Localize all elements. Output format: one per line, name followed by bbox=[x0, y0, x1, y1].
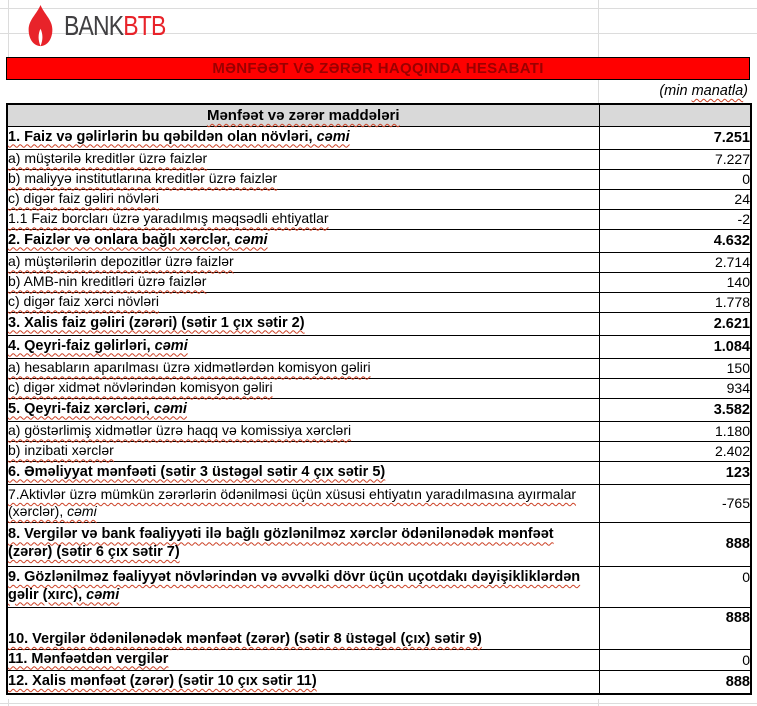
table-row bbox=[7, 229, 751, 252]
row-value-cell[interactable]: 2.402 bbox=[599, 441, 751, 461]
row-label-cell[interactable] bbox=[7, 272, 599, 292]
row-label: b) maliyyə institutlarına kreditlər üzrə faizlər bbox=[8, 170, 278, 187]
header-label-cell[interactable] bbox=[7, 104, 599, 126]
row-value-cell[interactable]: 123 bbox=[599, 461, 751, 484]
row-label: c) digər xidmət növlərindən komisyon gəliri bbox=[8, 379, 273, 396]
row-label-suffix: cəmi bbox=[234, 231, 268, 248]
table-row bbox=[7, 461, 751, 484]
row-label: c) digər faiz xərci növləri bbox=[8, 293, 159, 310]
table-row bbox=[7, 358, 751, 378]
table-body bbox=[7, 126, 751, 694]
row-label-cell[interactable] bbox=[7, 335, 599, 358]
table-row bbox=[7, 126, 751, 149]
table-row bbox=[7, 335, 751, 358]
table-row bbox=[7, 292, 751, 312]
row-label: 11. Mənfəətdən vergilər bbox=[8, 650, 169, 667]
row-label-cell[interactable] bbox=[7, 189, 599, 209]
header-label: Mənfəət və zərər maddələri bbox=[206, 106, 400, 124]
row-label: c) digər faiz gəliri növləri bbox=[8, 190, 159, 207]
gridline bbox=[0, 703, 757, 704]
row-value-cell[interactable]: 2.714 bbox=[599, 252, 751, 272]
row-value-cell[interactable]: 888 bbox=[599, 607, 751, 649]
row-label-cell[interactable] bbox=[7, 421, 599, 441]
gridline bbox=[598, 80, 599, 103]
table-row bbox=[7, 398, 751, 421]
table-header-row bbox=[7, 104, 751, 126]
row-label: 4. Qeyri-faiz gəlirləri, bbox=[8, 337, 155, 354]
row-label: 5. Qeyri-faiz xərcləri, bbox=[8, 400, 154, 417]
table-row bbox=[7, 670, 751, 694]
row-label: 2. Faizlər və onlara bağlı xərclər, bbox=[8, 231, 235, 248]
flame-icon bbox=[24, 5, 57, 47]
row-label-cell[interactable] bbox=[7, 378, 599, 398]
row-value-cell[interactable]: 7.251 bbox=[599, 126, 751, 149]
row-label: 3. Xalis faiz gəliri (zərəri) (sətir 1 çıx sətir 2) bbox=[8, 314, 305, 331]
row-label-cell[interactable] bbox=[7, 398, 599, 421]
row-value-cell[interactable]: -765 bbox=[599, 484, 751, 522]
row-label: b) AMB-nin kreditləri üzrə faizlər bbox=[8, 273, 207, 290]
report-title: MƏNFƏƏT VƏ ZƏRƏR HAQQINDA HESABATI bbox=[212, 60, 544, 77]
row-label-cell[interactable] bbox=[7, 252, 599, 272]
table-row bbox=[7, 421, 751, 441]
row-value-cell[interactable]: -2 bbox=[599, 209, 751, 229]
table-row bbox=[7, 522, 751, 566]
row-label: 8. Vergilər və bank fəaliyyəti ilə bağlı gözlənilməz xərclər ödənilənədək mənfəət (zərər) (sətir 6 çıx sətir 7) bbox=[8, 526, 554, 560]
row-label-cell[interactable] bbox=[7, 522, 599, 566]
table-row bbox=[7, 378, 751, 398]
row-value-cell[interactable]: 2.621 bbox=[599, 312, 751, 335]
row-label: 6. Əməliyyat mənfəəti (sətir 3 üstəgəl sətir 4 çıx sətir 5) bbox=[8, 463, 386, 480]
row-value-cell[interactable]: 24 bbox=[599, 189, 751, 209]
units-note-prefix: (min bbox=[659, 83, 692, 99]
table-row bbox=[7, 209, 751, 229]
table-row bbox=[7, 607, 751, 649]
logo-text bbox=[64, 10, 165, 42]
row-value-cell[interactable]: 1.180 bbox=[599, 421, 751, 441]
row-value-cell[interactable]: 0 bbox=[599, 649, 751, 670]
row-label: 1.1 Faiz borcları üzrə yaradılmış məqsədli ehtiyatlar bbox=[8, 210, 329, 227]
header-value-cell[interactable] bbox=[599, 104, 751, 126]
row-label-cell[interactable] bbox=[7, 461, 599, 484]
row-label-cell[interactable] bbox=[7, 292, 599, 312]
row-label-cell[interactable] bbox=[7, 149, 599, 169]
row-label-cell[interactable] bbox=[7, 484, 599, 522]
row-label: 12. Xalis mənfəət (zərər) (sətir 10 çıx sətir 11) bbox=[8, 672, 317, 689]
row-label-cell[interactable] bbox=[7, 566, 599, 607]
row-label-suffix: cəmi bbox=[154, 337, 188, 354]
pl-table bbox=[6, 103, 752, 695]
row-value-cell[interactable]: 3.582 bbox=[599, 398, 751, 421]
row-value-cell[interactable]: 4.632 bbox=[599, 229, 751, 252]
row-label: a) müştərilə kreditlər üzrə faizlər bbox=[8, 150, 208, 167]
gridline bbox=[598, 0, 599, 57]
row-label: 1. Faiz və gəlirlərin bu qəbildən olan növləri, bbox=[8, 128, 317, 145]
row-label-suffix: cəmi bbox=[67, 503, 97, 519]
row-label-cell[interactable] bbox=[7, 229, 599, 252]
table-row bbox=[7, 649, 751, 670]
row-value-cell[interactable]: 150 bbox=[599, 358, 751, 378]
logo-btb-text: BTB bbox=[123, 10, 166, 41]
row-value-cell[interactable]: 888 bbox=[599, 522, 751, 566]
bank-btb-logo bbox=[24, 5, 188, 47]
row-label-cell[interactable] bbox=[7, 607, 599, 649]
table-row bbox=[7, 169, 751, 189]
row-label: 10. Vergilər ödənilənədək mənfəət (zərər) (sətir 8 üstəgəl (çıx) sətir 9) bbox=[8, 630, 482, 647]
row-value-cell[interactable]: 7.227 bbox=[599, 149, 751, 169]
units-note bbox=[659, 83, 748, 99]
row-value-cell[interactable]: 934 bbox=[599, 378, 751, 398]
table-row bbox=[7, 252, 751, 272]
logo-bank-text: BANK bbox=[64, 10, 124, 41]
row-label: 7.Aktivlər üzrə mümkün zərərlərin ödənilməsi üçün xüsusi ehtiyatın yaradılmasına ayırmalar (xərclər), bbox=[8, 485, 577, 519]
row-label-suffix: cəmi bbox=[153, 400, 187, 417]
row-value-cell[interactable]: 888 bbox=[599, 670, 751, 694]
row-label-cell[interactable] bbox=[7, 209, 599, 229]
table-row bbox=[7, 149, 751, 169]
report-title-banner bbox=[6, 57, 750, 80]
row-label: a) hesabların aparılması üzrə xidmətlərdən komisyon gəliri bbox=[8, 359, 371, 376]
row-label-cell[interactable] bbox=[7, 169, 599, 189]
row-label-cell[interactable] bbox=[7, 358, 599, 378]
table-row bbox=[7, 441, 751, 461]
row-label-cell[interactable] bbox=[7, 649, 599, 670]
table-row bbox=[7, 312, 751, 335]
units-note-suffix: ) bbox=[743, 83, 748, 99]
row-label: 9. Gözlənilməz fəaliyyət növlərindən və əvvəlki dövr üçün uçotdakı dəyişikliklərdən gəlir (xırc), bbox=[8, 568, 581, 603]
row-label-suffix: cəmi bbox=[316, 128, 350, 145]
table-row bbox=[7, 272, 751, 292]
row-value-cell[interactable]: 1.778 bbox=[599, 292, 751, 312]
table-row bbox=[7, 189, 751, 209]
row-value-cell[interactable]: 0 bbox=[599, 566, 751, 607]
row-label-cell[interactable] bbox=[7, 441, 599, 461]
row-label: a) göstərlimiş xidmətlər üzrə haqq və komissiya xərcləri bbox=[8, 422, 352, 439]
row-value-cell[interactable]: 1.084 bbox=[599, 335, 751, 358]
row-label-suffix: cəmi bbox=[86, 586, 120, 603]
row-label: b) inzibati xərclər bbox=[8, 442, 114, 459]
row-label-cell[interactable] bbox=[7, 126, 599, 149]
row-value-cell[interactable]: 0 bbox=[599, 169, 751, 189]
table-row bbox=[7, 566, 751, 607]
row-label-cell[interactable] bbox=[7, 670, 599, 694]
row-label: a) müştərilərin depozitlər üzrə faizlər bbox=[8, 253, 234, 270]
row-value-cell[interactable]: 140 bbox=[599, 272, 751, 292]
gridline bbox=[8, 0, 9, 57]
row-label-cell[interactable] bbox=[7, 312, 599, 335]
table-row bbox=[7, 484, 751, 522]
units-note-word: manatla bbox=[691, 83, 744, 99]
